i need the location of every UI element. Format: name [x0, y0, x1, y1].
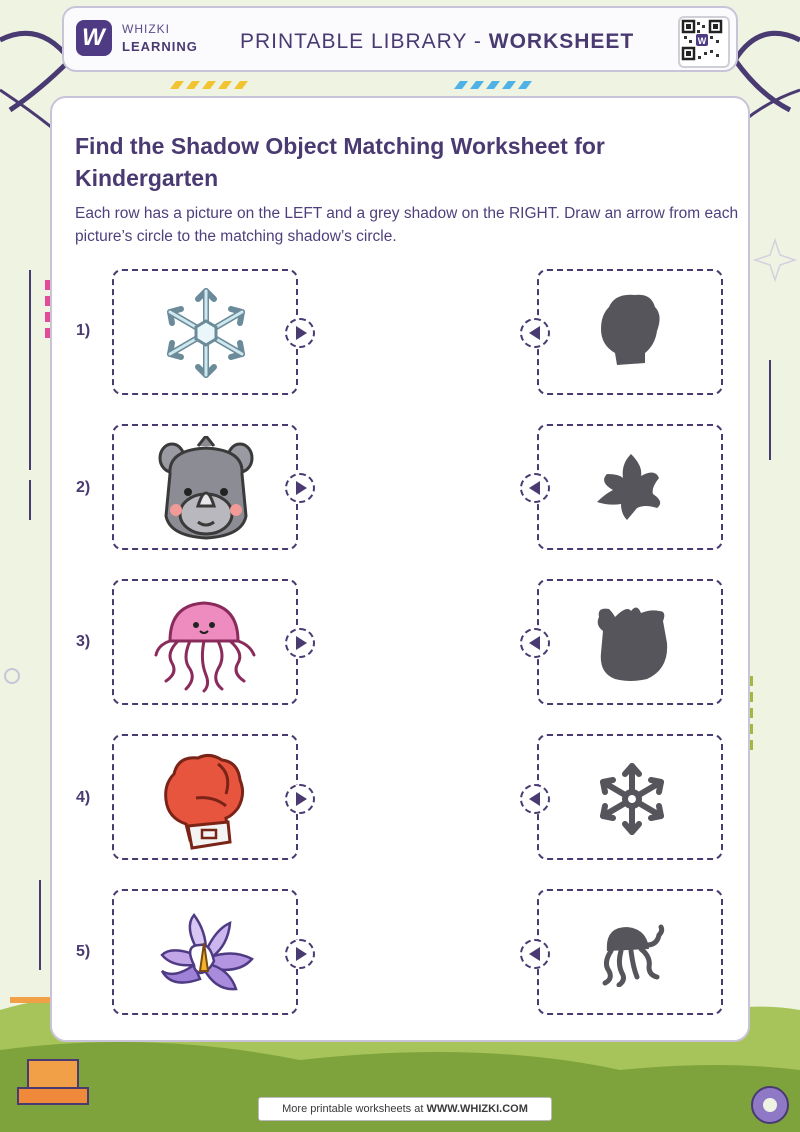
flower-shadow-icon: [591, 448, 671, 528]
brand-name-line1: WHIZKI: [122, 22, 170, 36]
library-title: [240, 30, 634, 54]
picture-card: [112, 424, 298, 550]
row-number: 1): [76, 322, 91, 339]
shadow-card: [537, 734, 723, 860]
footer-site[interactable]: WWW.WHIZKI.COM: [426, 1103, 528, 1115]
row-number: 2): [76, 479, 91, 496]
flower-icon: [154, 909, 258, 999]
qr-code-icon[interactable]: [678, 16, 730, 68]
shadow-connect-dot[interactable]: [520, 784, 550, 814]
yellow-stripe-decoration: [168, 81, 248, 89]
snowflake-icon: [156, 283, 256, 383]
picture-connect-dot[interactable]: [285, 939, 315, 969]
picture-connect-dot[interactable]: [285, 628, 315, 658]
worksheet-instructions: Each row has a picture on the LEFT and a grey shadow on the RIGHT. Draw an arrow from each picture’s circle to the matching shadow’s circle.: [75, 205, 739, 245]
footer-link-banner[interactable]: [258, 1097, 552, 1121]
rhino-face-icon: [154, 436, 258, 542]
shadow-connect-dot[interactable]: [520, 318, 550, 348]
picture-connect-dot[interactable]: [285, 784, 315, 814]
shadow-card: [537, 889, 723, 1015]
picture-card: [112, 889, 298, 1015]
picture-card: [112, 579, 298, 705]
site-header: [62, 6, 738, 72]
jellyfish-icon: [152, 597, 258, 693]
rhino-shadow-icon: [591, 603, 671, 685]
row-number: 3): [76, 633, 91, 650]
picture-card: [112, 734, 298, 860]
worksheet-title: Find the Shadow Object Matching Worksheet for Kindergarten: [75, 133, 605, 191]
picture-card: [112, 269, 298, 395]
svg-text:W: W: [697, 36, 707, 46]
w-logo-icon[interactable]: W: [76, 20, 112, 56]
shadow-card: [537, 424, 723, 550]
shadow-connect-dot[interactable]: [520, 473, 550, 503]
shadow-card: [537, 579, 723, 705]
library-title-prefix: PRINTABLE LIBRARY -: [240, 30, 489, 53]
row-number: 5): [76, 943, 91, 960]
library-title-suffix: WORKSHEET: [488, 30, 635, 53]
jellyfish-shadow-icon: [597, 921, 667, 987]
footer-prefix: More printable worksheets at: [282, 1103, 427, 1115]
boxing-glove-shadow-icon: [591, 289, 671, 375]
brand-name-line2: LEARNING: [122, 39, 198, 54]
blue-stripe-decoration: [452, 81, 532, 89]
shadow-connect-dot[interactable]: [520, 628, 550, 658]
picture-connect-dot[interactable]: [285, 318, 315, 348]
row-number: 4): [76, 789, 91, 806]
boxing-glove-icon: [160, 750, 250, 850]
shadow-card: [537, 269, 723, 395]
snowflake-shadow-icon: [595, 762, 669, 836]
shadow-connect-dot[interactable]: [520, 939, 550, 969]
picture-connect-dot[interactable]: [285, 473, 315, 503]
